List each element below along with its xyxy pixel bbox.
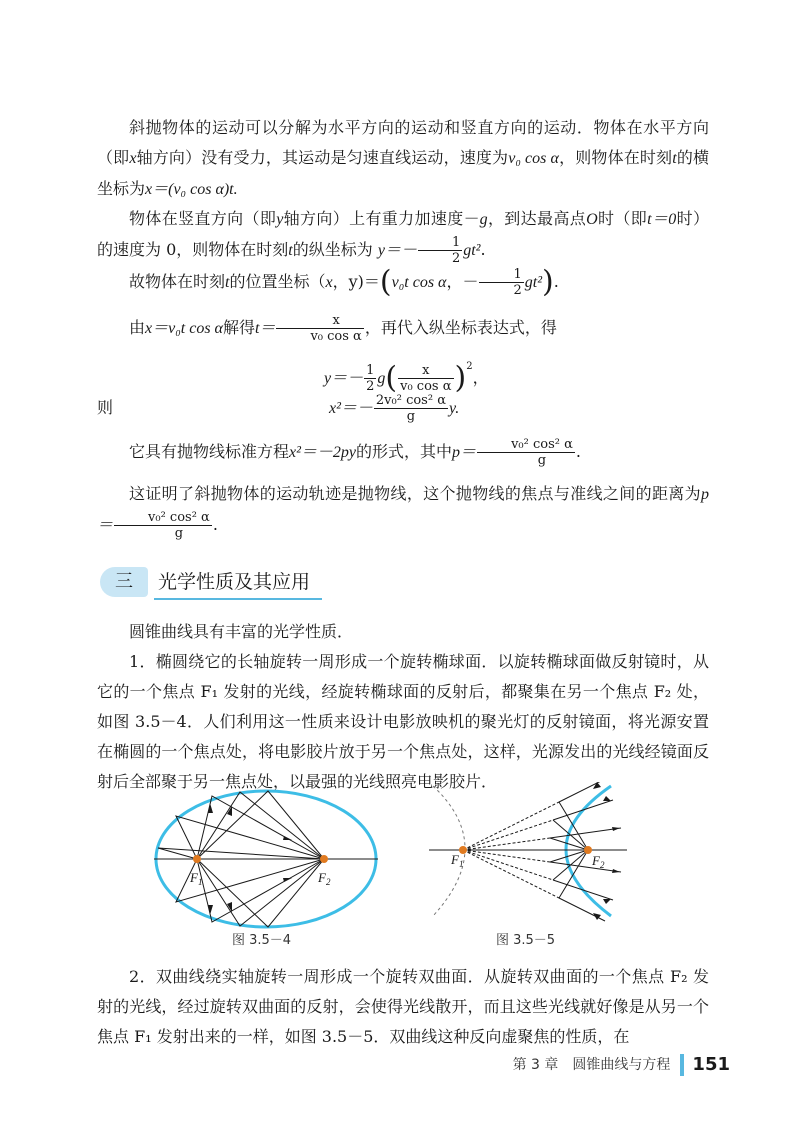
page-number: 151 (692, 1054, 730, 1075)
exponent: 2 (466, 361, 473, 372)
equation-x-squared (329, 393, 459, 424)
fraction-half (479, 267, 523, 298)
text: 圆锥曲线具有丰富的光学性质． (129, 622, 354, 641)
fraction-v2cos2-over-g (477, 437, 575, 468)
figure-caption-hyperbola: 图 3.5－5 (496, 933, 556, 948)
denominator: g (537, 453, 547, 468)
math-expr: p＝ (452, 444, 477, 461)
page-footer (513, 1052, 730, 1078)
focus-f1 (193, 855, 201, 863)
fraction-x-over-vcos (398, 363, 453, 394)
text: . (553, 272, 559, 291)
numerator: v₀² cos² α (114, 510, 212, 526)
math-expr: y＝－ (324, 370, 364, 387)
focus-f1 (459, 846, 467, 854)
label-f1: $F_1$ (451, 852, 464, 869)
text: 斜抛物体的运动可以分解为水平方向的运动和竖直方向的运动．物体在水平方向（即 (97, 118, 709, 167)
paren-close: ) (542, 264, 554, 300)
math-expr: p＝ (97, 486, 709, 534)
paren-open: ( (379, 264, 392, 300)
math-var: g (479, 211, 488, 228)
text: 2．双曲线绕实轴旋转一周形成一个旋转双曲面．从旋转双曲面的一个焦点 F₂ 发射的光线，经过旋转双曲面的反射，会使得光线散开，而且这些光线就好像是从另一个焦点 F₁ 发射出来的一样，如图 3.5－5．双曲线这种反向虚聚焦的性质，在 (97, 967, 709, 1046)
text: 的纵坐标为 (292, 240, 373, 259)
chapter-title: 第 3 章 圆锥曲线与方程 (512, 1057, 671, 1073)
math-expr: gt² (463, 242, 481, 259)
paragraph-position (97, 264, 709, 300)
paragraph-optical-intro (97, 617, 709, 647)
text: 时）的速度为 0，则物体在时刻 (97, 209, 709, 259)
math-expr: x＝v₀t cos α (145, 320, 223, 337)
text: 这证明了斜抛物体的运动轨迹是抛物线，这个抛物线的焦点与准线之间的距离为 (129, 484, 701, 503)
text: 故物体在时刻 (129, 272, 226, 291)
text: 轴方向）上有重力加速度－ (283, 209, 480, 228)
fraction-half (364, 363, 376, 394)
numerator: 1 (366, 363, 375, 378)
section-title: 光学性质及其应用 (158, 571, 311, 593)
paren-open: ( (385, 360, 398, 396)
math-expr: y. (448, 400, 460, 417)
footer-accent-bar (680, 1054, 684, 1076)
math-var: x (129, 150, 137, 167)
equation-y (324, 352, 489, 394)
denominator: 2 (451, 251, 461, 266)
label-f2: $F_2$ (592, 853, 605, 870)
text: ，－ (446, 272, 479, 291)
denominator: 2 (366, 379, 375, 394)
text: 的位置坐标（ (229, 272, 326, 291)
numerator: x (398, 363, 453, 379)
paragraph-vertical-motion (97, 204, 709, 266)
math-var: y (276, 211, 284, 228)
numerator: 1 (479, 267, 523, 283)
math-expr: y＝－ (377, 242, 417, 259)
math-expr: v₀t cos α (391, 274, 447, 291)
label-f2: $F_2$ (318, 870, 331, 887)
paragraph-hyperbola-optics (97, 962, 709, 1052)
figure-hyperbola-reflection (425, 782, 631, 922)
numerator: 1 (418, 235, 462, 251)
text: 解得 (222, 318, 255, 337)
denominator: v₀ cos α (310, 329, 362, 344)
fraction-half (418, 235, 462, 266)
text: . (480, 240, 486, 259)
text: 的形式，其中 (356, 442, 453, 461)
text: 轴方向）没有受力，其运动是匀速直线运动，速度为 (136, 148, 509, 167)
math-expr: x²＝－2py (289, 444, 357, 461)
section-header (100, 565, 322, 601)
fraction-x-over-vcos (276, 313, 363, 344)
math-expr: x＝(v₀ cos α)t. (145, 181, 238, 198)
paragraph-solve-t (97, 313, 709, 344)
math-expr: v₀ cos α (508, 150, 559, 167)
math-var: g (377, 370, 386, 387)
text: ，则物体在时刻 (558, 148, 673, 167)
math-expr: ，y)＝ (332, 272, 380, 291)
focus-f2 (584, 846, 592, 854)
arrowheads (593, 782, 620, 920)
text: 1．椭圆绕它的长轴旋转一周形成一个旋转椭球面．以旋转椭球面做反射镜时，从它的一个焦点 F₁ 发射的光线，经旋转椭球面的反射后，都聚集在另一个焦点 F₂ 处，如图 3.5－4．人们利用这一性质来设计电影放映机的聚光灯的反射镜面，将光源安置在椭圆的一个焦点处，将电影胶片放于另一个焦点处，这样，光源发出的光线经镜面反射后全部聚于另一焦点处，以最强的光线照亮电影胶片． (97, 652, 709, 791)
numerator: x (276, 313, 363, 329)
denominator: g (406, 409, 416, 424)
denominator: g (174, 526, 184, 541)
numerator: 2v₀² cos² α (375, 393, 446, 408)
fraction-v2cos2-over-g (114, 510, 212, 541)
paragraph-oblique-motion (97, 113, 709, 205)
math-expr: t＝0 (647, 211, 677, 228)
math-var: x (325, 274, 333, 291)
text: 由 (129, 318, 146, 337)
text: . (575, 442, 581, 461)
section-number: 三 (115, 571, 133, 592)
text: 它具有抛物线标准方程 (129, 442, 290, 461)
math-var: t (288, 242, 293, 259)
denominator: 2 (513, 283, 522, 298)
paragraph-standard-form (97, 437, 709, 468)
paragraph-conclusion (97, 479, 709, 541)
math-var: t (225, 274, 230, 291)
figure-caption-ellipse: 图 3.5－4 (232, 933, 292, 948)
text: . (212, 515, 218, 534)
label-f1: $F_1$ (190, 870, 203, 887)
text: ， (472, 368, 489, 387)
math-expr: t＝ (254, 320, 276, 337)
text: ，到达最高点 (487, 209, 587, 228)
text: 的横坐标为 (97, 148, 709, 198)
text: ，再代入纵坐标表达式，得 (364, 318, 557, 337)
numerator: v₀² cos² α (477, 437, 575, 453)
math-expr: x²＝－ (329, 400, 373, 417)
math-expr: gt² (524, 274, 542, 291)
focus-f2 (320, 855, 328, 863)
text: 物体在竖直方向（即 (129, 209, 277, 228)
math-var: t (672, 150, 677, 167)
figure-ellipse-reflection (150, 788, 382, 934)
text: 时（即 (597, 209, 648, 228)
section-underline (154, 598, 322, 600)
text: 则 (97, 398, 114, 417)
paragraph-ellipse-optics (97, 647, 709, 797)
paren-close: ) (454, 360, 467, 396)
denominator: v₀ cos α (400, 379, 452, 394)
math-var: O (586, 211, 598, 228)
fraction-2v2cos2-over-g (374, 393, 448, 424)
